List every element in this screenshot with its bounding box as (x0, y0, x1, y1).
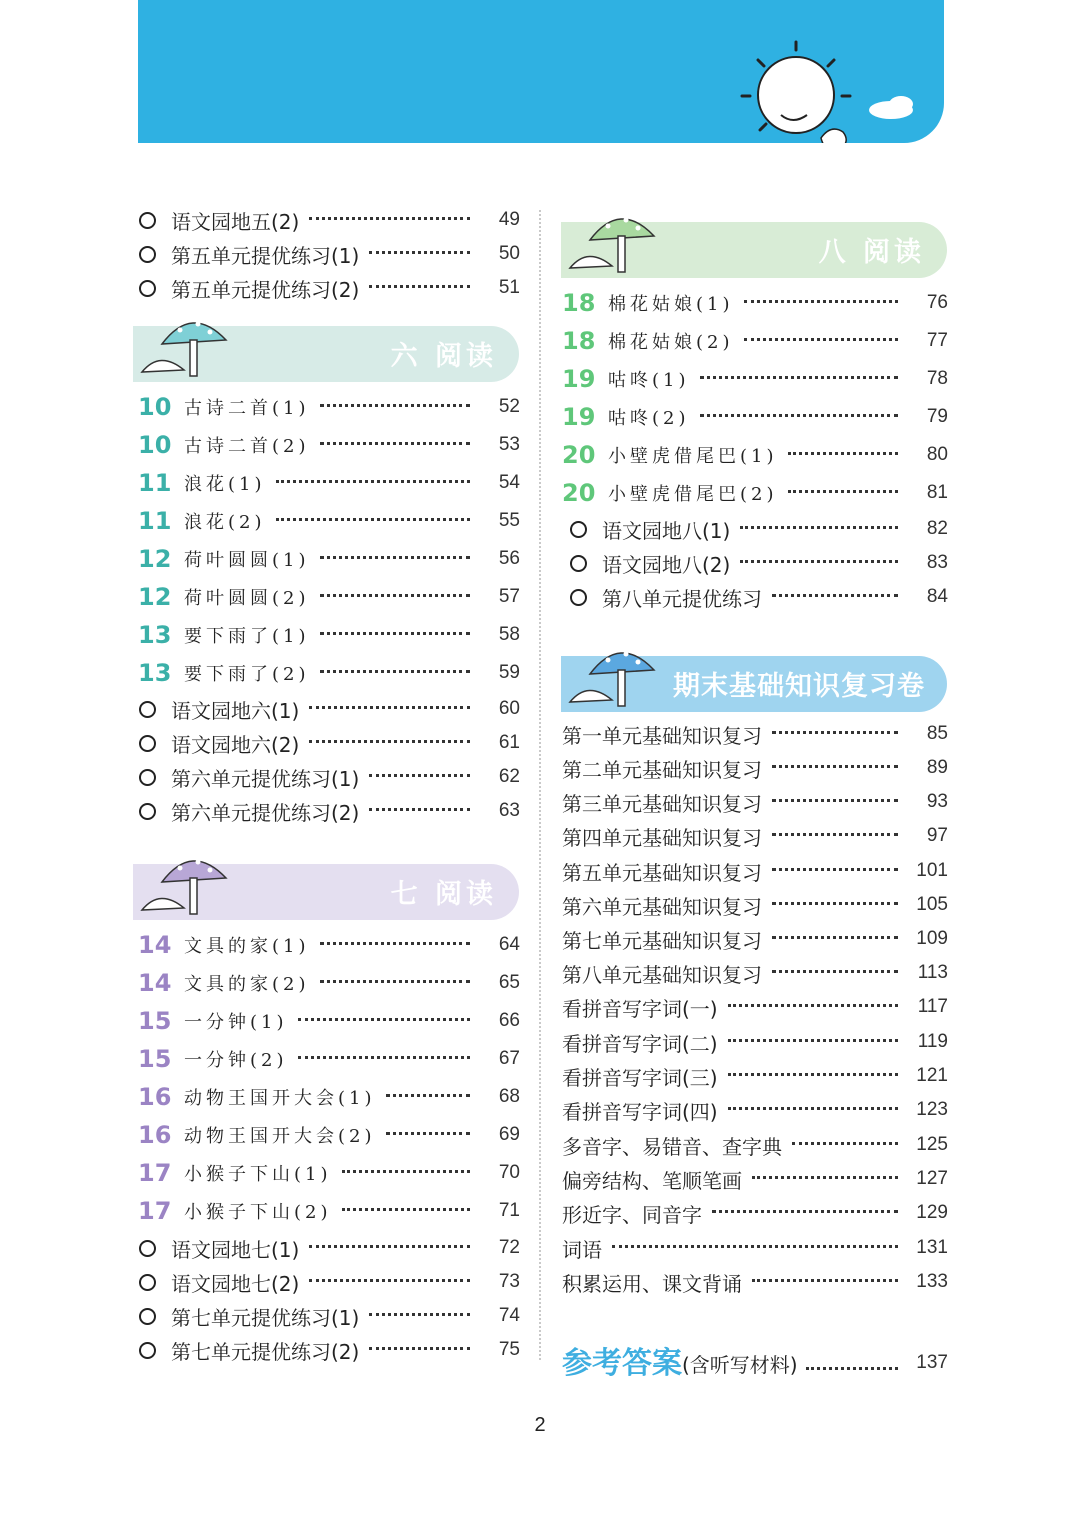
toc-item[interactable]: 第五单元基础知识复习 101 (562, 860, 948, 885)
toc-item[interactable]: 语文园地七(2) 73 (138, 1265, 520, 1299)
circle-bullet-icon (139, 1240, 156, 1257)
toc-item[interactable]: 16 动物王国开大会(2) 69 (138, 1121, 520, 1149)
toc-item[interactable]: 14 文具的家(2) 65 (138, 969, 520, 997)
toc-item[interactable]: 第五单元提优练习(2) 51 (138, 271, 520, 305)
toc-item[interactable]: 第三单元基础知识复习 93 (562, 791, 948, 816)
toc-item[interactable]: 12 荷叶圆圆(1) 56 (138, 545, 520, 573)
toc-item[interactable]: 第六单元提优练习(2) 63 (138, 794, 520, 828)
circle-bullet-icon (139, 701, 156, 718)
toc-item[interactable]: 15 一分钟(2) 67 (138, 1045, 520, 1073)
toc-item[interactable]: 语文园地六(1) 60 (138, 692, 520, 726)
toc-item[interactable]: 词语 131 (562, 1237, 948, 1262)
toc-item[interactable]: 11 浪花(1) 54 (138, 469, 520, 497)
toc-item[interactable]: 18 棉花姑娘(2) 77 (562, 327, 948, 355)
header-banner (138, 0, 944, 143)
toc-item[interactable]: 看拼音写字词(四) 123 (562, 1099, 948, 1124)
mushroom-icon (568, 640, 658, 712)
final-review-header: 期末基础知识复习卷 (561, 656, 947, 712)
toc-item[interactable]: 14 文具的家(1) 64 (138, 931, 520, 959)
toc-item[interactable]: 第二单元基础知识复习 89 (562, 757, 948, 782)
circle-bullet-icon (139, 803, 156, 820)
column-divider (539, 210, 541, 1360)
mushroom-icon (140, 848, 230, 920)
mushroom-icon (568, 206, 658, 278)
toc-item[interactable]: 语文园地七(1) 72 (138, 1231, 520, 1265)
toc-item[interactable]: 15 一分钟(1) 66 (138, 1007, 520, 1035)
answers-entry[interactable]: 参考答案 (含听写材料) 137 (562, 1346, 948, 1381)
toc-item[interactable]: 10 古诗二首(1) 52 (138, 393, 520, 421)
toc-item[interactable]: 第五单元提优练习(1) 50 (138, 237, 520, 271)
circle-bullet-icon (139, 280, 156, 297)
toc-item[interactable]: 13 要下雨了(2) 59 (138, 659, 520, 687)
toc-item[interactable]: 11 浪花(2) 55 (138, 507, 520, 535)
toc-item[interactable]: 第八单元基础知识复习 113 (562, 962, 948, 987)
unit6-header: 六 阅读 (133, 326, 519, 382)
unit7-header: 七 阅读 (133, 864, 519, 920)
toc-item[interactable]: 20 小壁虎借尾巴(2) 81 (562, 479, 948, 507)
toc-item[interactable]: 看拼音写字词(三) 121 (562, 1065, 948, 1090)
page-number: 2 (534, 1414, 546, 1436)
toc-item[interactable]: 第四单元基础知识复习 97 (562, 825, 948, 850)
toc-item[interactable]: 积累运用、课文背诵 133 (562, 1271, 948, 1296)
circle-bullet-icon (139, 1274, 156, 1291)
toc-item[interactable]: 第七单元提优练习(2) 75 (138, 1333, 520, 1367)
unit8-header: 八 阅读 (561, 222, 947, 278)
toc-item[interactable]: 13 要下雨了(1) 58 (138, 621, 520, 649)
sun-illustration-icon (726, 20, 926, 143)
toc-item[interactable]: 语文园地八(2) 83 (569, 546, 948, 580)
toc-item[interactable]: 第一单元基础知识复习 85 (562, 723, 948, 748)
toc-item[interactable]: 19 咕咚(1) 78 (562, 365, 948, 393)
toc-item[interactable]: 语文园地五(2) 49 (138, 203, 520, 237)
circle-bullet-icon (570, 555, 587, 572)
toc-item[interactable]: 12 荷叶圆圆(2) 57 (138, 583, 520, 611)
toc-item[interactable]: 第七单元提优练习(1) 74 (138, 1299, 520, 1333)
circle-bullet-icon (139, 735, 156, 752)
toc-item[interactable]: 16 动物王国开大会(1) 68 (138, 1083, 520, 1111)
circle-bullet-icon (139, 246, 156, 263)
toc-item[interactable]: 多音字、易错音、查字典 125 (562, 1134, 948, 1159)
circle-bullet-icon (139, 769, 156, 786)
toc-item[interactable]: 19 咕咚(2) 79 (562, 403, 948, 431)
toc-item[interactable]: 语文园地六(2) 61 (138, 726, 520, 760)
toc-item[interactable]: 第八单元提优练习 84 (569, 580, 948, 614)
circle-bullet-icon (570, 589, 587, 606)
toc-item[interactable]: 偏旁结构、笔顺笔画 127 (562, 1168, 948, 1193)
toc-item[interactable]: 18 棉花姑娘(1) 76 (562, 289, 948, 317)
toc-item[interactable]: 第六单元提优练习(1) 62 (138, 760, 520, 794)
toc-item[interactable]: 20 小壁虎借尾巴(1) 80 (562, 441, 948, 469)
toc-item[interactable]: 语文园地八(1) 82 (569, 512, 948, 546)
toc-item[interactable]: 17 小猴子下山(1) 70 (138, 1159, 520, 1187)
circle-bullet-icon (139, 1308, 156, 1325)
toc-item[interactable]: 10 古诗二首(2) 53 (138, 431, 520, 459)
toc-item[interactable]: 17 小猴子下山(2) 71 (138, 1197, 520, 1225)
circle-bullet-icon (139, 1342, 156, 1359)
mushroom-icon (140, 310, 230, 382)
toc-item[interactable]: 看拼音写字词(二) 119 (562, 1031, 948, 1056)
circle-bullet-icon (139, 212, 156, 229)
toc-item[interactable]: 第六单元基础知识复习 105 (562, 894, 948, 919)
toc-item[interactable]: 看拼音写字词(一) 117 (562, 996, 948, 1021)
toc-item[interactable]: 形近字、同音字 129 (562, 1202, 948, 1227)
circle-bullet-icon (570, 521, 587, 538)
toc-item[interactable]: 第七单元基础知识复习 109 (562, 928, 948, 953)
